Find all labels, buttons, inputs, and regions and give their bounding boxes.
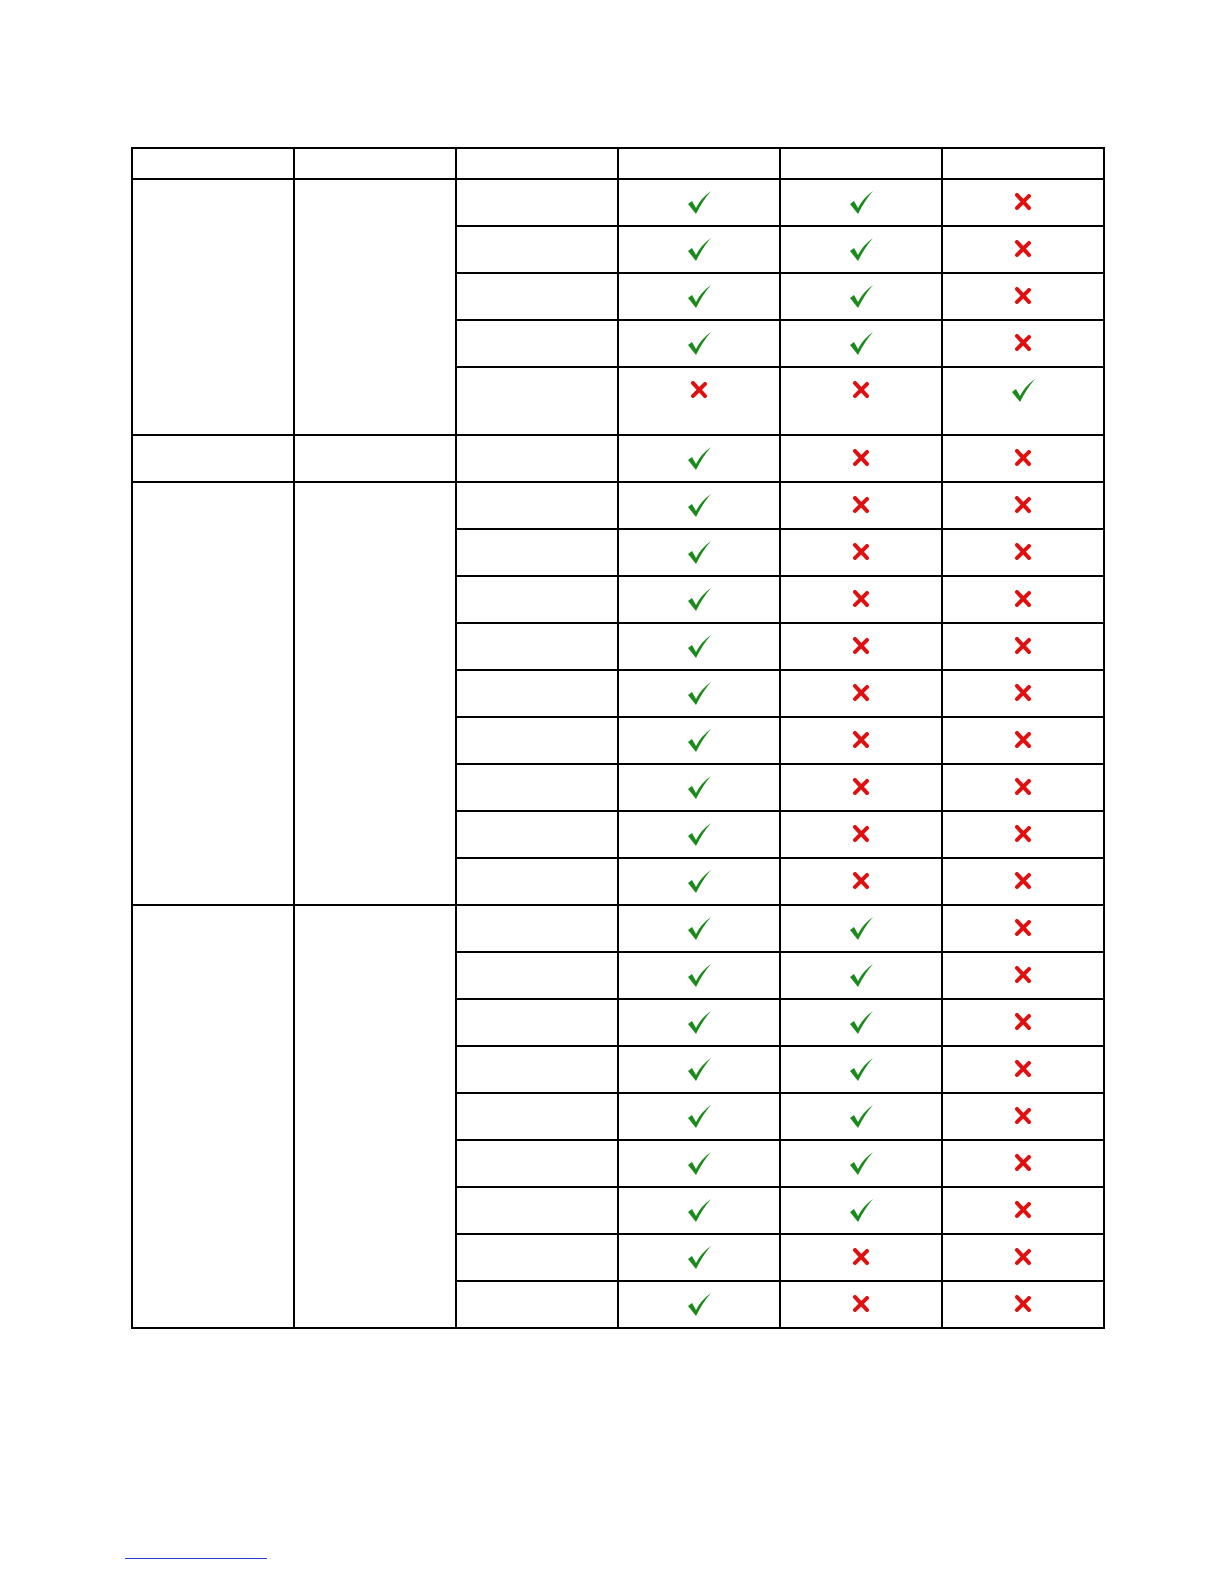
cross-icon	[1013, 824, 1033, 849]
status-cell	[942, 858, 1104, 905]
check-icon	[847, 1150, 875, 1183]
status-cell	[942, 576, 1104, 623]
status-cell	[942, 1281, 1104, 1328]
cross-icon	[851, 1294, 871, 1319]
status-cell	[942, 1140, 1104, 1187]
item-name-cell	[456, 1234, 618, 1281]
check-icon	[685, 1009, 713, 1042]
status-cell	[942, 320, 1104, 367]
item-name-cell	[456, 1093, 618, 1140]
item-name-cell	[456, 226, 618, 273]
item-name-cell	[456, 670, 618, 717]
check-icon	[685, 868, 713, 901]
check-icon	[685, 1291, 713, 1324]
status-cell	[618, 273, 780, 320]
check-icon	[685, 586, 713, 619]
status-cell	[780, 1093, 942, 1140]
status-cell	[618, 764, 780, 811]
status-cell	[780, 670, 942, 717]
status-cell	[942, 367, 1104, 435]
status-cell	[618, 320, 780, 367]
cross-icon	[1013, 542, 1033, 567]
status-cell	[942, 764, 1104, 811]
check-icon	[685, 445, 713, 478]
cross-icon	[1013, 286, 1033, 311]
item-name-cell	[456, 1046, 618, 1093]
cross-icon	[1013, 1153, 1033, 1178]
cross-icon	[1013, 1294, 1033, 1319]
header-row	[132, 148, 1104, 179]
cross-icon	[851, 542, 871, 567]
status-cell	[942, 717, 1104, 764]
status-cell	[780, 717, 942, 764]
cross-icon	[1013, 636, 1033, 661]
status-cell	[942, 529, 1104, 576]
cross-icon	[1013, 333, 1033, 358]
status-cell	[942, 1093, 1104, 1140]
check-icon	[847, 1197, 875, 1230]
item-name-cell	[456, 1281, 618, 1328]
status-cell	[618, 435, 780, 482]
group-category-cell	[132, 435, 294, 482]
status-cell	[780, 623, 942, 670]
item-name-cell	[456, 717, 618, 764]
group-subcategory-cell	[294, 482, 456, 905]
check-icon	[847, 962, 875, 995]
cross-icon	[1013, 871, 1033, 896]
table-body	[132, 179, 1104, 1328]
item-name-cell	[456, 952, 618, 999]
group-category-cell	[132, 482, 294, 905]
check-icon	[685, 727, 713, 760]
status-cell	[942, 179, 1104, 226]
status-cell	[942, 811, 1104, 858]
check-icon	[685, 1103, 713, 1136]
item-name-cell	[456, 811, 618, 858]
cross-icon	[1013, 1200, 1033, 1225]
check-icon	[685, 539, 713, 572]
cross-icon	[851, 1247, 871, 1272]
status-cell	[618, 529, 780, 576]
table-row	[132, 435, 1104, 482]
status-cell	[618, 1281, 780, 1328]
cross-icon	[851, 777, 871, 802]
check-icon	[685, 189, 713, 222]
status-cell	[780, 811, 942, 858]
status-cell	[942, 1187, 1104, 1234]
check-icon	[685, 915, 713, 948]
cross-icon	[1013, 683, 1033, 708]
status-cell	[618, 717, 780, 764]
check-icon	[685, 962, 713, 995]
cross-icon	[1013, 1012, 1033, 1037]
status-cell	[618, 999, 780, 1046]
header-cell	[780, 148, 942, 179]
cross-icon	[1013, 1247, 1033, 1272]
status-cell	[942, 952, 1104, 999]
table-row	[132, 905, 1104, 952]
header-cell	[294, 148, 456, 179]
status-cell	[618, 952, 780, 999]
status-cell	[618, 905, 780, 952]
status-cell	[618, 226, 780, 273]
check-icon	[685, 1197, 713, 1230]
status-cell	[780, 320, 942, 367]
check-icon	[685, 1244, 713, 1277]
status-cell	[780, 179, 942, 226]
group-subcategory-cell	[294, 435, 456, 482]
group-category-cell	[132, 179, 294, 435]
item-name-cell	[456, 367, 618, 435]
cross-icon	[1013, 965, 1033, 990]
check-icon	[685, 283, 713, 316]
cross-icon	[1013, 448, 1033, 473]
status-cell	[942, 482, 1104, 529]
status-cell	[780, 273, 942, 320]
status-cell	[942, 435, 1104, 482]
status-cell	[942, 1046, 1104, 1093]
status-cell	[942, 273, 1104, 320]
status-cell	[618, 367, 780, 435]
cross-icon	[689, 380, 709, 405]
cross-icon	[1013, 918, 1033, 943]
cross-icon	[851, 380, 871, 405]
header-cell	[618, 148, 780, 179]
group-subcategory-cell	[294, 905, 456, 1328]
item-name-cell	[456, 576, 618, 623]
status-cell	[780, 999, 942, 1046]
item-name-cell	[456, 273, 618, 320]
check-icon	[685, 633, 713, 666]
status-cell	[780, 367, 942, 435]
check-icon	[847, 236, 875, 269]
status-cell	[942, 623, 1104, 670]
status-cell	[942, 905, 1104, 952]
check-icon	[847, 1056, 875, 1089]
check-icon	[685, 821, 713, 854]
item-name-cell	[456, 858, 618, 905]
status-cell	[618, 670, 780, 717]
status-cell	[780, 576, 942, 623]
cross-icon	[851, 636, 871, 661]
status-cell	[618, 1093, 780, 1140]
status-cell	[780, 529, 942, 576]
cross-icon	[1013, 589, 1033, 614]
check-icon	[685, 774, 713, 807]
cross-icon	[1013, 777, 1033, 802]
item-name-cell	[456, 999, 618, 1046]
status-cell	[618, 1187, 780, 1234]
status-cell	[618, 482, 780, 529]
cross-icon	[851, 589, 871, 614]
cross-icon	[851, 448, 871, 473]
status-cell	[618, 1234, 780, 1281]
status-cell	[618, 811, 780, 858]
cross-icon	[851, 683, 871, 708]
check-icon	[685, 1056, 713, 1089]
table-row	[132, 482, 1104, 529]
item-name-cell	[456, 1187, 618, 1234]
item-name-cell	[456, 320, 618, 367]
table-row	[132, 179, 1104, 226]
check-icon	[685, 492, 713, 525]
status-cell	[780, 1281, 942, 1328]
cross-icon	[851, 730, 871, 755]
check-icon	[685, 1150, 713, 1183]
check-icon	[685, 236, 713, 269]
check-icon	[847, 1009, 875, 1042]
check-icon	[1009, 377, 1037, 410]
feature-matrix-table	[131, 147, 1105, 1329]
header-cell	[456, 148, 618, 179]
cross-icon	[851, 824, 871, 849]
check-icon	[685, 330, 713, 363]
status-cell	[780, 952, 942, 999]
status-cell	[942, 999, 1104, 1046]
status-cell	[780, 1046, 942, 1093]
cross-icon	[1013, 1059, 1033, 1084]
check-icon	[847, 1103, 875, 1136]
status-cell	[618, 623, 780, 670]
footnote-separator	[125, 1558, 267, 1559]
cross-icon	[851, 495, 871, 520]
status-cell	[942, 1234, 1104, 1281]
check-icon	[847, 189, 875, 222]
status-cell	[780, 435, 942, 482]
status-cell	[780, 1187, 942, 1234]
check-icon	[685, 680, 713, 713]
status-cell	[780, 905, 942, 952]
cross-icon	[1013, 192, 1033, 217]
status-cell	[780, 858, 942, 905]
item-name-cell	[456, 905, 618, 952]
status-cell	[618, 858, 780, 905]
item-name-cell	[456, 764, 618, 811]
status-cell	[780, 482, 942, 529]
status-cell	[618, 1046, 780, 1093]
cross-icon	[1013, 1106, 1033, 1131]
cross-icon	[1013, 495, 1033, 520]
status-cell	[942, 670, 1104, 717]
item-name-cell	[456, 1140, 618, 1187]
status-cell	[618, 179, 780, 226]
status-cell	[780, 1234, 942, 1281]
group-category-cell	[132, 905, 294, 1328]
header-cell	[942, 148, 1104, 179]
item-name-cell	[456, 529, 618, 576]
item-name-cell	[456, 482, 618, 529]
group-subcategory-cell	[294, 179, 456, 435]
cross-icon	[851, 871, 871, 896]
header-cell	[132, 148, 294, 179]
cross-icon	[1013, 730, 1033, 755]
check-icon	[847, 330, 875, 363]
item-name-cell	[456, 623, 618, 670]
status-cell	[780, 226, 942, 273]
status-cell	[618, 1140, 780, 1187]
item-name-cell	[456, 435, 618, 482]
check-icon	[847, 915, 875, 948]
cross-icon	[1013, 239, 1033, 264]
status-cell	[942, 226, 1104, 273]
item-name-cell	[456, 179, 618, 226]
status-cell	[618, 576, 780, 623]
status-cell	[780, 1140, 942, 1187]
status-cell	[780, 764, 942, 811]
check-icon	[847, 283, 875, 316]
